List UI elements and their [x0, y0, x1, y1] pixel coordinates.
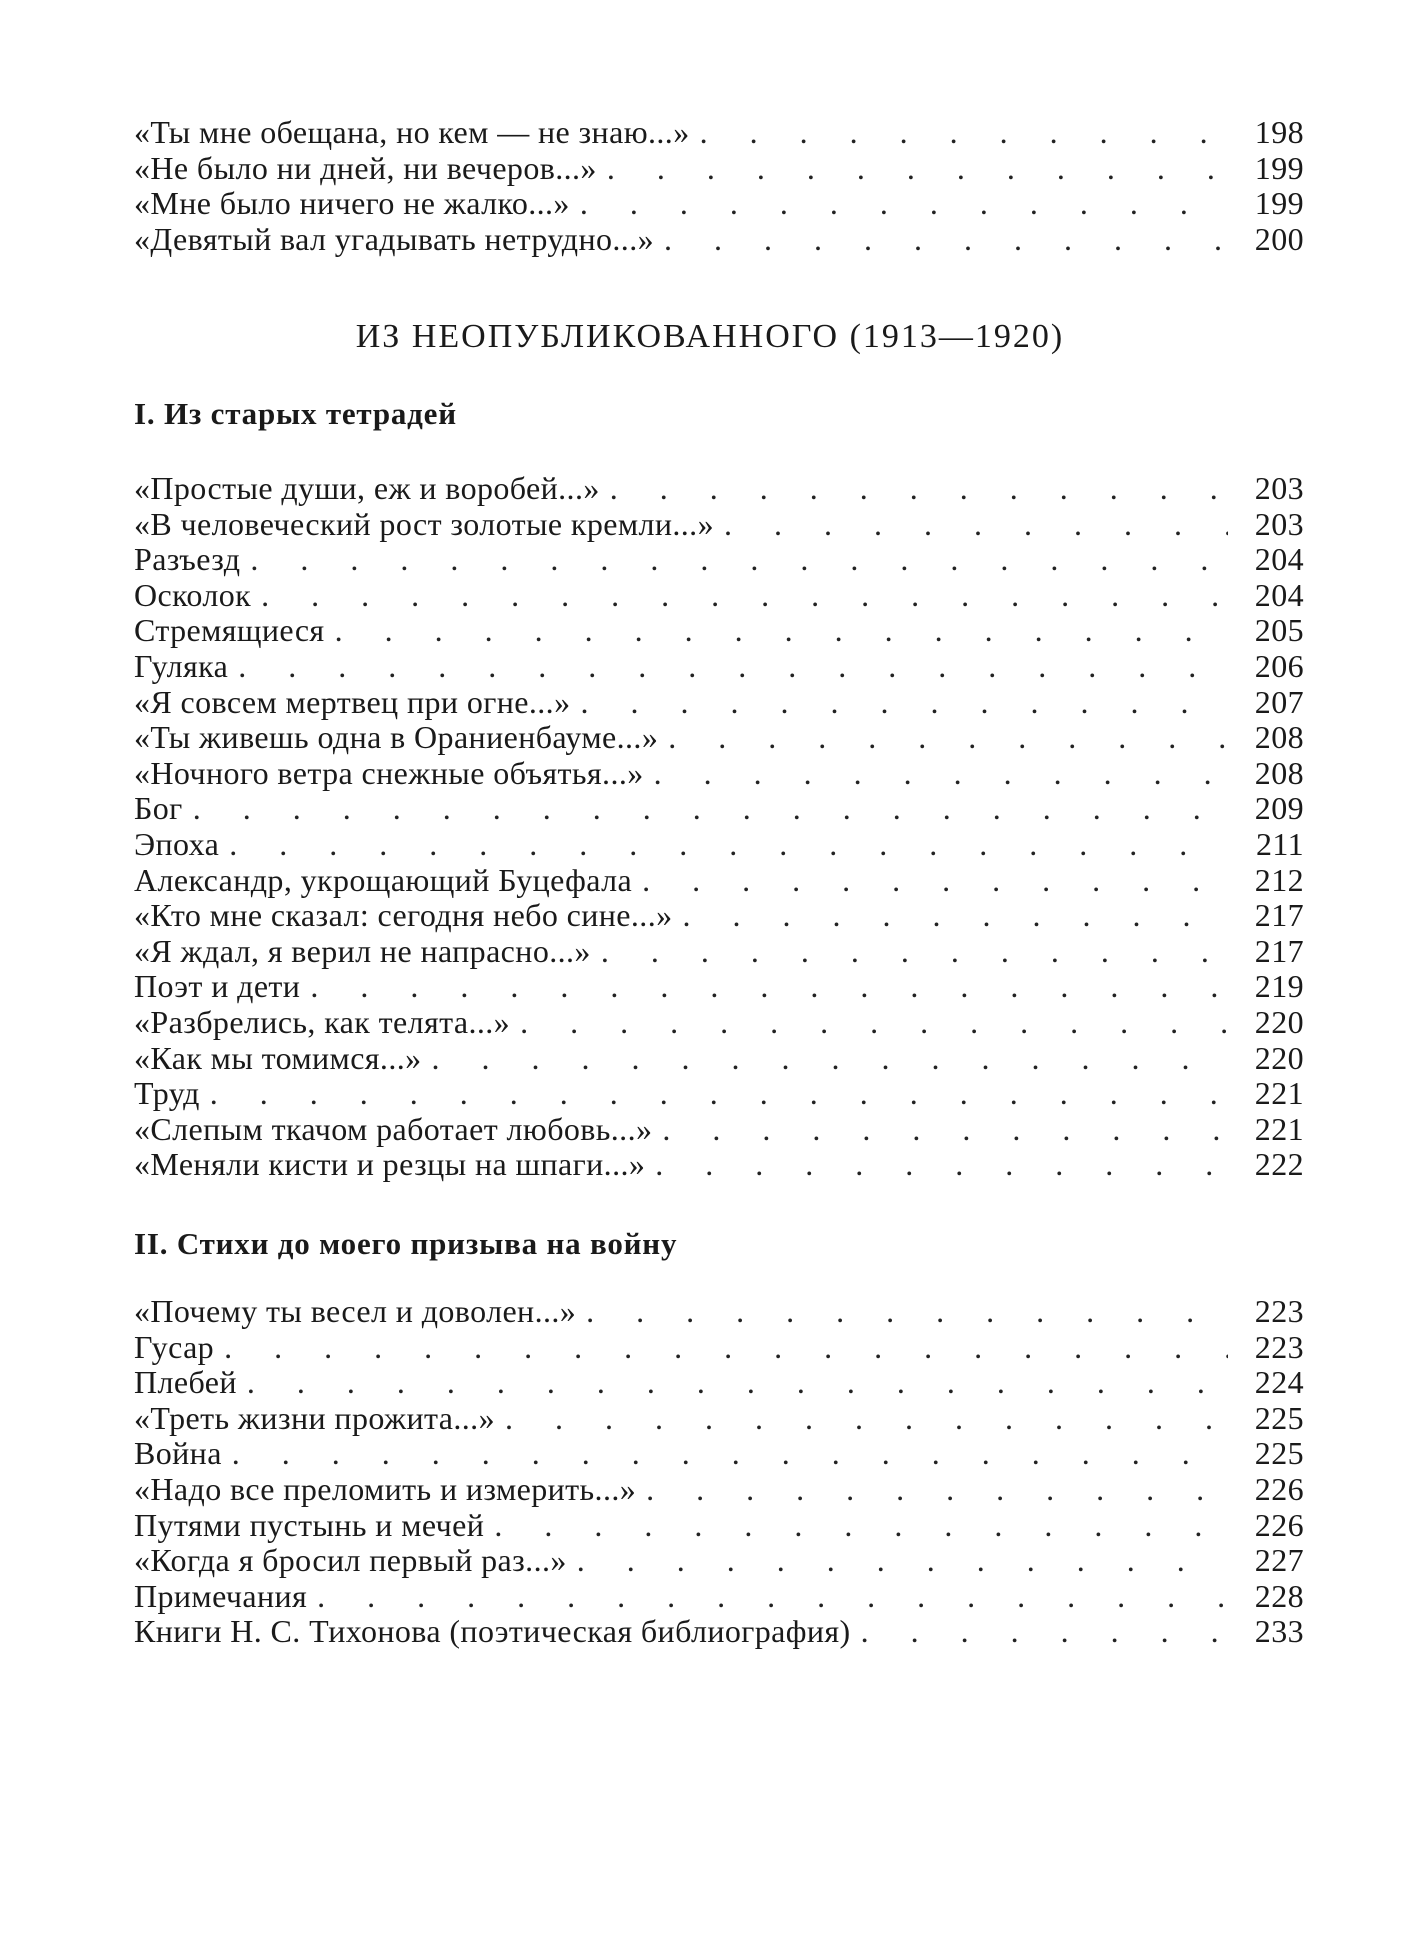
toc-entry [134, 684, 1304, 720]
toc-entry [134, 790, 1304, 826]
toc-dot-leader [505, 1400, 1228, 1437]
toc-entry-page-number: 208 [1254, 719, 1304, 756]
toc-dot-leader [224, 1329, 1228, 1366]
toc-entry-title: Стремящиеся [134, 612, 325, 649]
toc-dot-leader [662, 1111, 1228, 1148]
toc-dot-leader [601, 933, 1228, 970]
toc-entry-page-number: 227 [1254, 1542, 1304, 1579]
toc-entry-title: «Кто мне сказал: сегодня небо сине...» [134, 897, 673, 934]
toc-entry [134, 897, 1304, 933]
toc-entry [134, 1004, 1304, 1040]
toc-entry-page-number: 222 [1254, 1146, 1304, 1183]
part-heading: ИЗ НЕОПУБЛИКОВАННОГО (1913—1920) [355, 318, 1065, 355]
toc-entry [134, 826, 1304, 862]
toc-dot-leader [335, 612, 1228, 649]
toc-entry [134, 221, 1304, 257]
toc-entry-page-number: 200 [1254, 220, 1304, 257]
toc-entry-page-number: 219 [1254, 968, 1304, 1005]
toc-dot-leader [607, 150, 1228, 187]
toc-dot-leader [700, 114, 1228, 151]
toc-entry-page-number: 228 [1254, 1577, 1304, 1614]
toc-entry-title: Гуляка [134, 647, 229, 684]
toc-entry-page-number: 217 [1254, 897, 1304, 934]
toc-list-section-2 [134, 1293, 1304, 1649]
toc-entry-page-number: 217 [1254, 932, 1304, 969]
toc-entry-page-number: 206 [1254, 647, 1304, 684]
toc-entry-page-number: 198 [1254, 114, 1304, 150]
toc-entry-page-number: 224 [1254, 1364, 1304, 1401]
toc-entry [134, 185, 1304, 221]
toc-entry [134, 1040, 1304, 1076]
toc-entry-title: «Когда я бросил первый раз...» [134, 1542, 567, 1579]
toc-dot-leader [250, 541, 1228, 578]
toc-entry [134, 755, 1304, 791]
toc-dot-leader [683, 897, 1228, 934]
toc-entry [134, 1400, 1304, 1436]
toc-entry-title: «Разбрелись, как телята...» [134, 1003, 511, 1040]
toc-entry-title: «Ты живешь одна в Ораниенбауме...» [134, 719, 659, 756]
section-heading-2: II. Стихи до моего призыва на войну [134, 1226, 678, 1261]
toc-entry-title: «Слепым ткачом работает любовь...» [134, 1110, 653, 1147]
toc-entry-page-number: 212 [1254, 861, 1304, 898]
toc-entry-title: Эпоха [134, 825, 220, 862]
toc-entry [134, 1075, 1304, 1111]
toc-entry-title: «Надо все преломить и измерить...» [134, 1470, 637, 1507]
toc-entry-page-number: 225 [1254, 1399, 1304, 1436]
toc-dot-leader [232, 1435, 1228, 1472]
toc-dot-leader [310, 968, 1228, 1005]
toc-entry-page-number: 199 [1254, 149, 1304, 186]
toc-entry-page-number: 203 [1254, 470, 1304, 506]
toc-entry [134, 719, 1304, 755]
toc-dot-leader [664, 221, 1228, 258]
toc-entry-title: «Девятый вал угадывать нетрудно...» [134, 220, 654, 257]
toc-entry [134, 1613, 1304, 1649]
toc-entry-page-number: 221 [1254, 1110, 1304, 1147]
toc-dot-leader [261, 577, 1228, 614]
toc-dot-leader [229, 826, 1228, 863]
toc-entry-title: «Ты мне обещана, но кем — не знаю...» [134, 114, 690, 150]
toc-dot-leader [642, 862, 1228, 899]
toc-entry-page-number: 208 [1254, 754, 1304, 791]
toc-entry-page-number: 223 [1254, 1293, 1304, 1329]
toc-entry [134, 1542, 1304, 1578]
toc-entry-title: Гусар [134, 1328, 215, 1365]
toc-entry [134, 150, 1304, 186]
toc-entry-page-number: 205 [1254, 612, 1304, 649]
toc-entry-page-number: 204 [1254, 541, 1304, 578]
toc-entry-title: Осколок [134, 576, 252, 613]
toc-entry-title: «Ночного ветра снежные объятья...» [134, 754, 644, 791]
toc-entry [134, 933, 1304, 969]
toc-entry-title: Плебей [134, 1364, 237, 1401]
section-heading-1: I. Из старых тетрадей [134, 396, 457, 431]
toc-entry-page-number: 199 [1254, 185, 1304, 222]
toc-dot-leader [724, 506, 1228, 543]
toc-entry-page-number: 225 [1254, 1435, 1304, 1472]
toc-entry-page-number: 207 [1254, 683, 1304, 720]
toc-dot-leader [247, 1364, 1228, 1401]
toc-list-section-1 [134, 470, 1304, 1182]
toc-entry-title: Александр, укрощающий Буцефала [134, 861, 633, 898]
toc-entry-page-number: 204 [1254, 576, 1304, 613]
toc-entry [134, 1435, 1304, 1471]
toc-dot-leader [646, 1471, 1228, 1508]
toc-entry-page-number: 211 [1255, 825, 1304, 862]
toc-entry-page-number: 220 [1254, 1003, 1304, 1040]
toc-entry-title: «Не было ни дней, ни вечеров...» [134, 149, 597, 186]
toc-entry [134, 968, 1304, 1004]
toc-dot-leader [586, 1293, 1228, 1330]
toc-entry [134, 114, 1304, 150]
toc-entry-title: «Меняли кисти и резцы на шпаги...» [134, 1146, 646, 1183]
toc-dot-leader [520, 1004, 1228, 1041]
toc-entry [134, 1329, 1304, 1365]
toc-dot-leader [580, 185, 1228, 222]
toc-entry [134, 1293, 1304, 1329]
toc-entry-title: «Мне было ничего не жалко...» [134, 185, 570, 222]
toc-dot-leader [580, 684, 1228, 721]
toc-entry-title: «Я совсем мертвец при огне...» [134, 683, 571, 720]
toc-entry [134, 612, 1304, 648]
toc-entry [134, 1471, 1304, 1507]
toc-entry [134, 577, 1304, 613]
toc-entry-title: Книги Н. С. Тихонова (поэтическая библиография) [134, 1613, 851, 1650]
toc-entry-page-number: 226 [1254, 1470, 1304, 1507]
toc-entry [134, 648, 1304, 684]
toc-dot-leader [861, 1613, 1228, 1650]
toc-entry-page-number: 220 [1254, 1039, 1304, 1076]
toc-dot-leader [577, 1542, 1228, 1579]
toc-entry [134, 1111, 1304, 1147]
toc-entry-title: Разъезд [134, 541, 241, 578]
toc-entry-page-number: 203 [1254, 505, 1304, 542]
toc-entry-title: Поэт и дети [134, 968, 301, 1005]
toc-dot-leader [238, 648, 1228, 685]
toc-entry-title: «Как мы томимся...» [134, 1039, 422, 1076]
toc-dot-leader [654, 755, 1228, 792]
toc-entry-page-number: 209 [1254, 790, 1304, 827]
toc-entry [134, 470, 1304, 506]
toc-entry-title: «Я ждал, я верил не напрасно...» [134, 932, 591, 969]
toc-dot-leader [193, 790, 1228, 827]
toc-dot-leader [668, 719, 1228, 756]
toc-entry-title: Примечания [134, 1577, 308, 1614]
toc-dot-leader [655, 1146, 1228, 1183]
toc-entry-title: Путями пустынь и мечей [134, 1506, 485, 1543]
toc-entry-title: «Треть жизни прожита...» [134, 1399, 495, 1436]
toc-entry-title: «Почему ты весел и доволен...» [134, 1293, 577, 1329]
toc-entry-page-number: 226 [1254, 1506, 1304, 1543]
toc-entry [134, 1146, 1304, 1182]
toc-entry-title: Труд [134, 1075, 200, 1112]
toc-entry-title: «В человеческий рост золотые кремли...» [134, 505, 714, 542]
toc-dot-leader [494, 1507, 1228, 1544]
toc-dot-leader [610, 470, 1228, 507]
toc-entry-page-number: 221 [1254, 1075, 1304, 1112]
toc-dot-leader [432, 1040, 1228, 1077]
toc-entry-title: Бог [134, 790, 183, 827]
toc-dot-leader [317, 1578, 1228, 1615]
toc-entry [134, 1507, 1304, 1543]
toc-entry-page-number: 223 [1254, 1328, 1304, 1365]
toc-entry [134, 1578, 1304, 1614]
toc-list-top [134, 114, 1304, 256]
toc-dot-leader [210, 1075, 1228, 1112]
toc-entry [134, 541, 1304, 577]
toc-entry [134, 506, 1304, 542]
toc-entry [134, 1364, 1304, 1400]
toc-entry-title: «Простые души, еж и воробей...» [134, 470, 600, 506]
toc-entry-title: Война [134, 1435, 222, 1472]
toc-entry-page-number: 233 [1254, 1613, 1304, 1650]
toc-entry [134, 862, 1304, 898]
